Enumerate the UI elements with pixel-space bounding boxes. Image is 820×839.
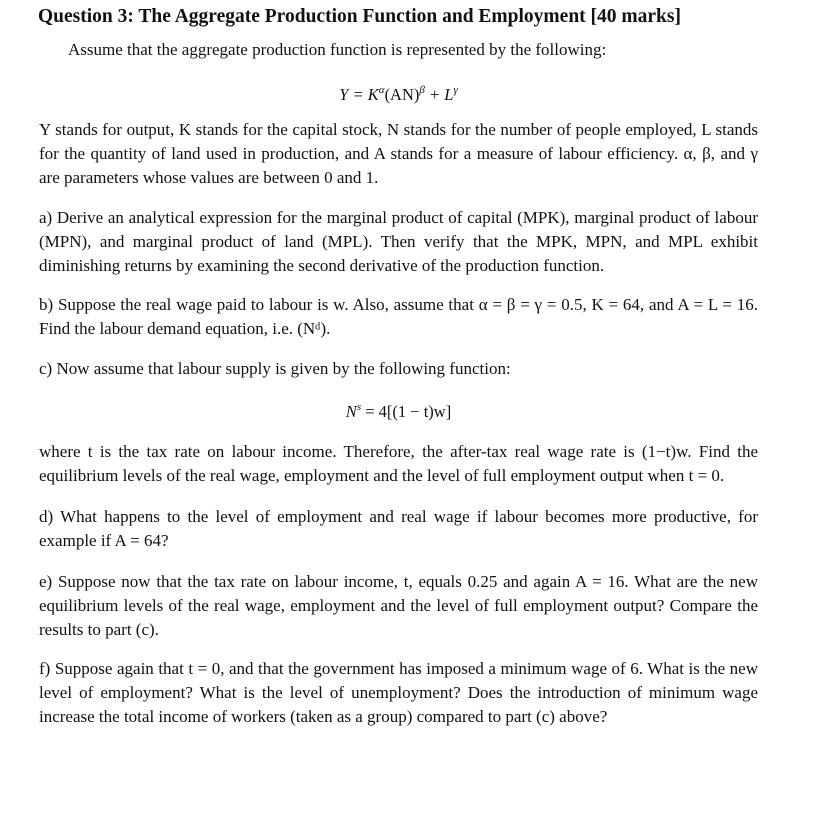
alpha-exponent: α: [378, 84, 385, 96]
part-c-continued: where t is the tax rate on labour income. Therefore, the after-tax real wage rate is (1−t)w. Find the equilibrium levels of the real wage, employment and the level of full employment output when t = 0.: [39, 442, 758, 485]
production-function-lhs: Y = K: [339, 85, 379, 104]
part-c-intro: c) Now assume that labour supply is given by the following function:: [39, 359, 511, 378]
question-title: Question 3: The Aggregate Production Function and Employment [40 marks]: [38, 6, 681, 27]
beta-exponent: β: [419, 84, 425, 96]
part-d: d) What happens to the level of employment and real wage if labour becomes more productive, for example if A = 64?: [39, 507, 758, 550]
part-b: b) Suppose the real wage paid to labour is w. Also, assume that α = β = γ = 0.5, K = 64, and A = L = 16. Find the labour demand equation, i.e. (Nᵈ).: [39, 295, 758, 338]
question-intro: Assume that the aggregate production function is represented by the following:: [68, 40, 607, 59]
part-e: e) Suppose now that the tax rate on labour income, t, equals 0.25 and again A = 16. What are the new equilibrium levels of the real wage, employment and the level of full employment output? Compare the results to part (c).: [39, 572, 758, 639]
variable-definitions: Y stands for output, K stands for the capital stock, N stands for the number of people employed, L stands for the quantity of land used in production, and A stands for a measure of labour efficiency. α, β, and γ are parameters whose values are between 0 and 1.: [39, 120, 758, 187]
production-function-plus: + L: [424, 85, 454, 104]
labour-supply-lhs: N: [345, 402, 357, 421]
production-function-equation: [39, 78, 758, 107]
labour-supply-equation: [39, 395, 758, 424]
gamma-exponent: γ: [453, 84, 458, 96]
supply-superscript: s: [356, 401, 362, 413]
part-f: f) Suppose again that t = 0, and that the government has imposed a minimum wage of 6. What is the new level of employment? What is the level of unemployment? Does the introduction of minimum wage increase the total income of workers (taken as a group) compared to part (c) above?: [39, 659, 758, 726]
part-a: a) Derive an analytical expression for the marginal product of capital (MPK), marginal product of labour (MPN), and marginal product of land (MPL). Then verify that the MPK, MPN, and MPL exhibit diminishing returns by examining the second derivative of the production function.: [39, 208, 758, 275]
production-function-middle: (AN): [384, 85, 420, 104]
labour-supply-rhs: = 4[(1 − t)w]: [361, 402, 452, 421]
